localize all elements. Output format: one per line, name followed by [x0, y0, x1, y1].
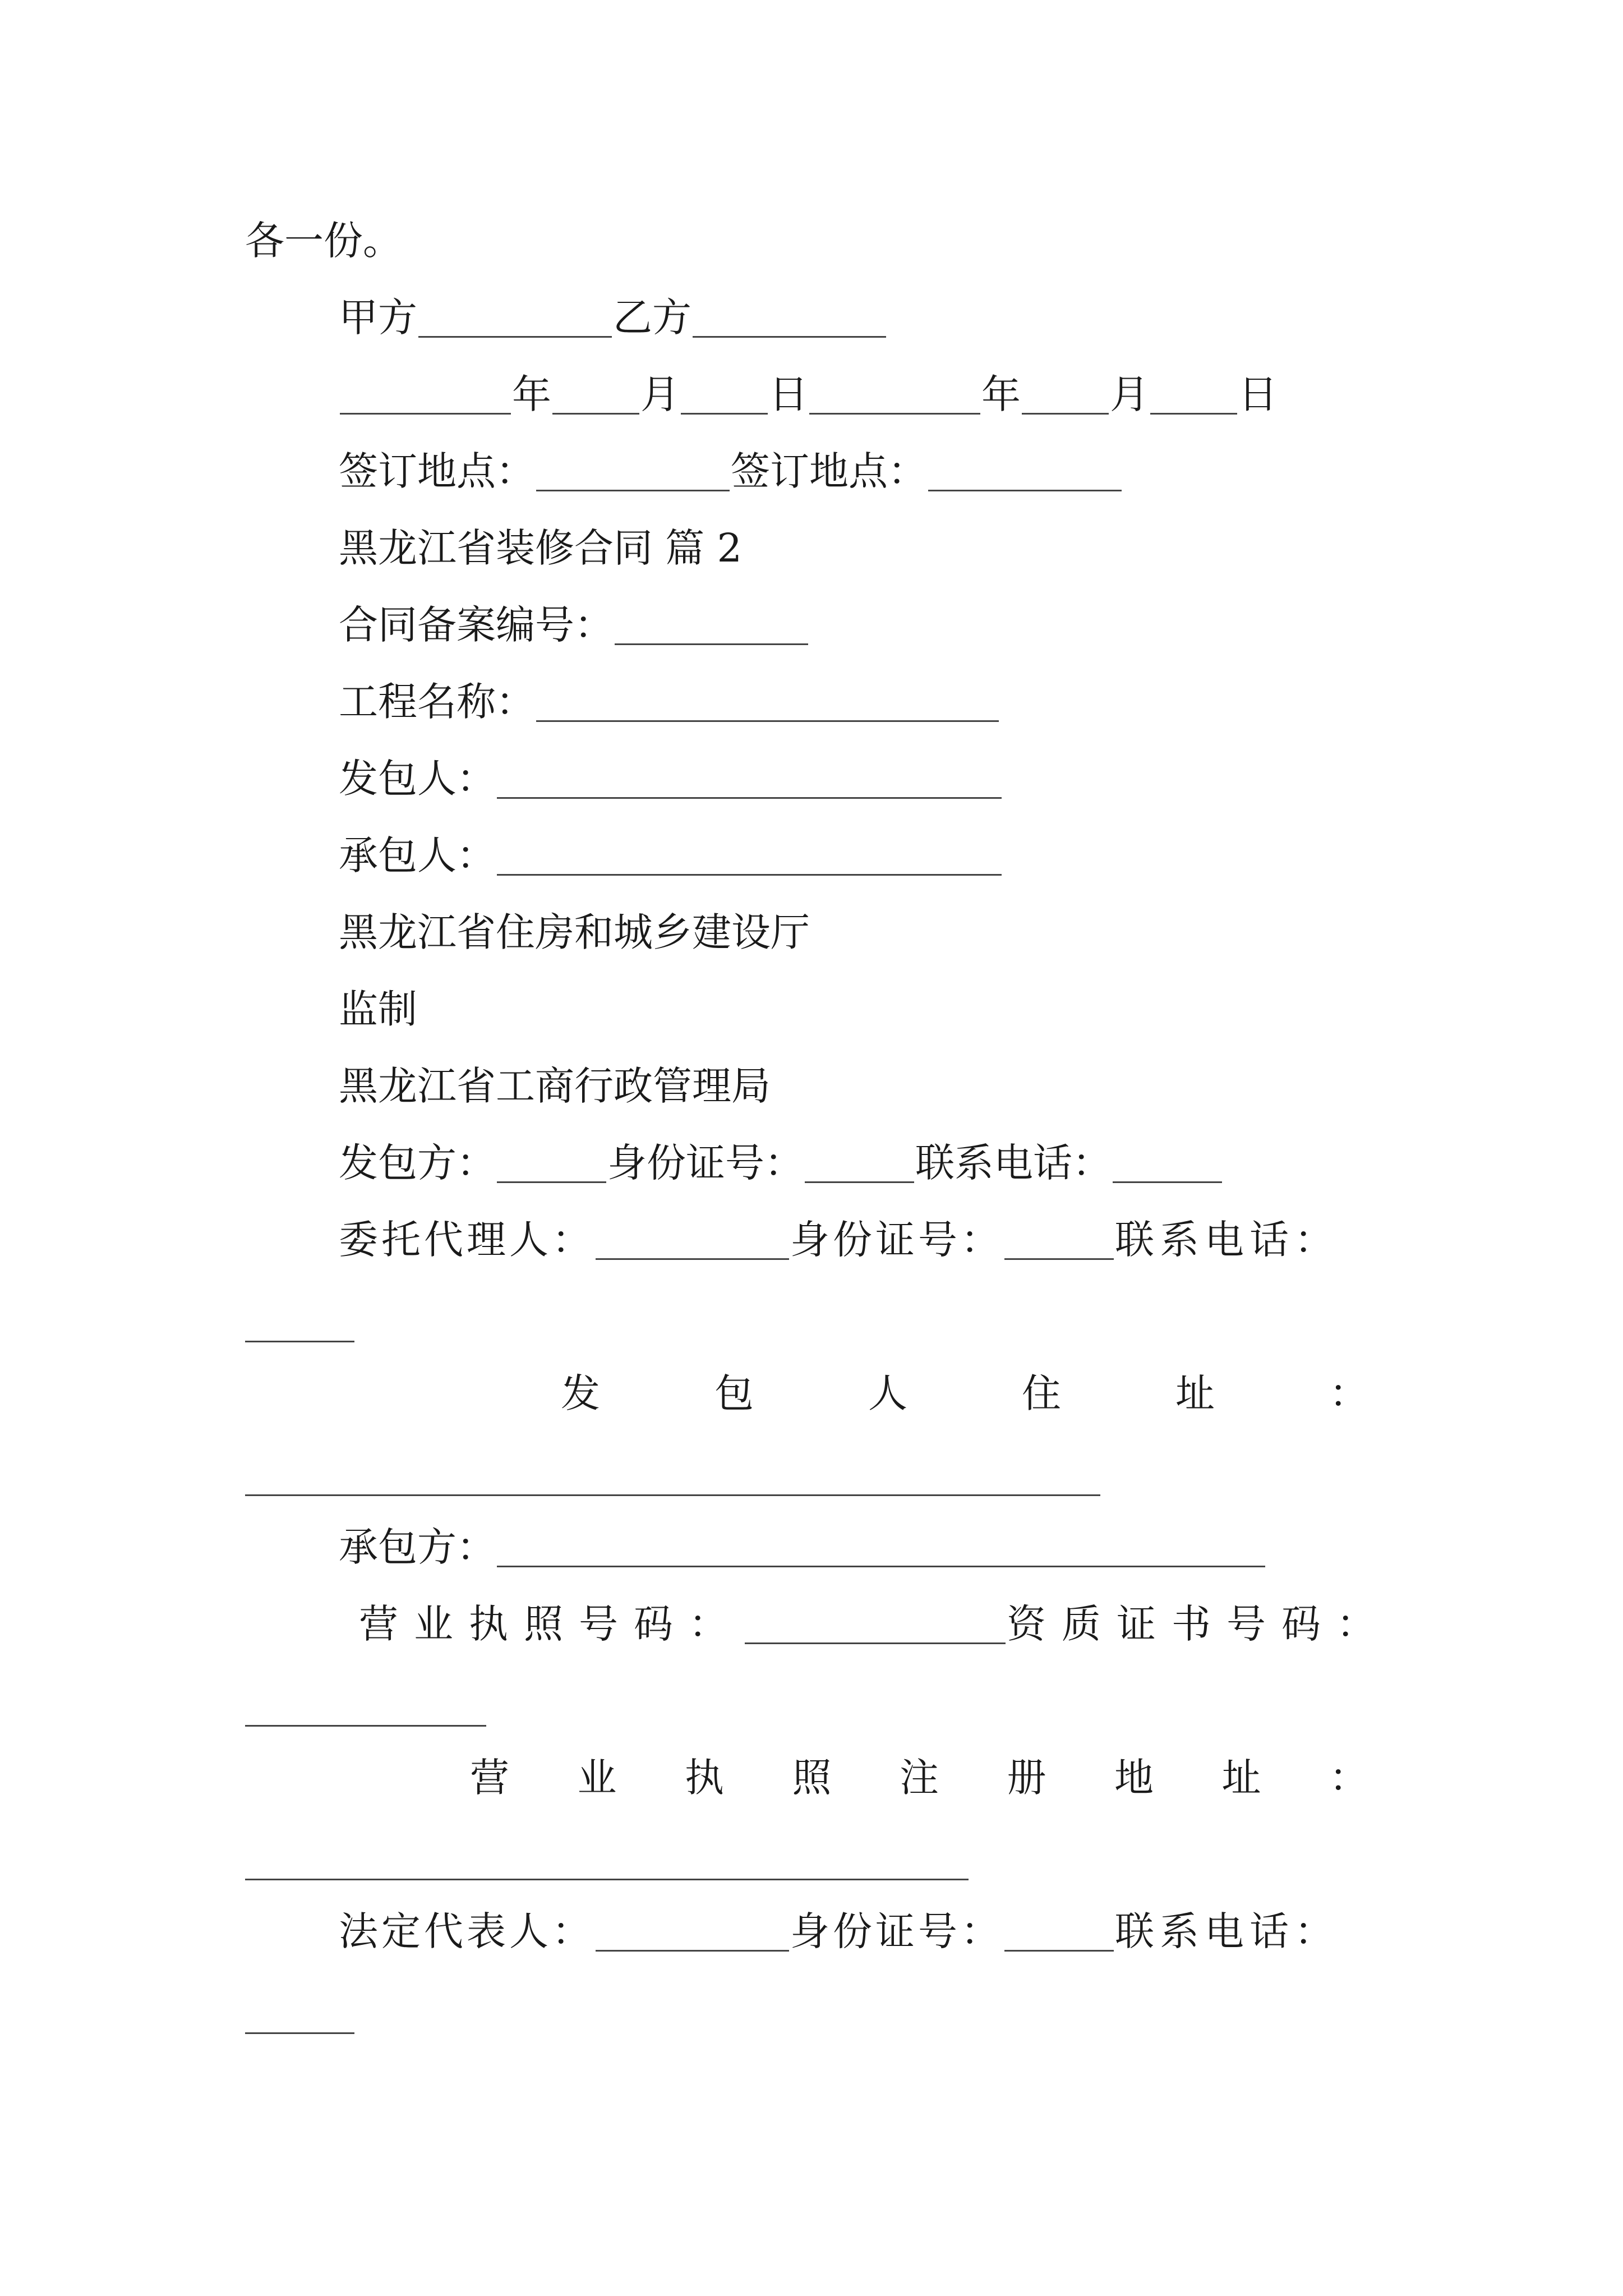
registered-address-char: 执: [685, 1755, 724, 1801]
month-blank: [1022, 369, 1109, 415]
contractor-label: 承包人：: [339, 832, 496, 878]
id-number-blank: [1004, 1214, 1114, 1260]
supervision-line: [339, 984, 417, 1034]
day-blank: [681, 369, 768, 415]
issuer-line: [339, 1061, 771, 1111]
qualification-cert-label: 资质证书号码：: [1007, 1601, 1391, 1647]
record-number-label: 合同备案编号：: [339, 602, 614, 648]
qualification-cert-blank: [245, 1725, 486, 1727]
employer-address-blank: [245, 1494, 1100, 1496]
employer-address-char: 住: [1022, 1370, 1061, 1416]
id-number-blank: [805, 1138, 914, 1183]
month-blank: [552, 369, 639, 415]
contractor-party-line: [339, 1522, 1266, 1572]
registered-address-char: 照: [792, 1755, 832, 1801]
day-label: 日: [769, 371, 808, 417]
party-b-label: 乙方: [613, 295, 691, 341]
employer-address-char: 址: [1175, 1370, 1215, 1416]
phone-label: 联系电话：: [915, 1140, 1112, 1186]
employer-line: [339, 753, 1003, 804]
section-heading: 黑龙江省装修合同 篇 2: [339, 525, 743, 571]
year-label: 年: [981, 371, 1021, 417]
record-number-line: [339, 600, 809, 650]
id-number-label: 身份证号：: [790, 1217, 1003, 1263]
agent-info-line: [339, 1214, 1371, 1265]
phone-label: 联系电话：: [1115, 1217, 1339, 1263]
year-blank: [340, 369, 511, 415]
employer-blank: [497, 753, 1002, 799]
phone-blank: [245, 1341, 354, 1342]
employer-address-char: 人: [868, 1370, 907, 1416]
id-number-label: 身份证号：: [607, 1140, 804, 1186]
registered-address-char: 地: [1114, 1755, 1154, 1801]
signing-place-label: 签订地点：: [339, 448, 535, 494]
section-heading-line: [339, 523, 742, 573]
closing-text: 各一份。: [245, 218, 402, 264]
contractor-blank: [497, 830, 1002, 876]
business-license-blank: [745, 1599, 1006, 1644]
contractor-line: [339, 830, 1003, 881]
contractor-party-blank: [497, 1522, 1265, 1567]
employer-address-char: ：: [1329, 1370, 1368, 1416]
project-name-line: [339, 677, 1000, 727]
legal-rep-blank: [596, 1906, 789, 1952]
employer-label: 发包人：: [339, 756, 496, 802]
registered-address-char: ：: [1329, 1755, 1368, 1801]
legal-rep-line: [339, 1906, 1371, 1957]
registered-address-char: 注: [900, 1755, 939, 1801]
signing-place-label: 签订地点：: [731, 448, 927, 494]
registered-address-blank: [245, 1879, 969, 1880]
party-line: [339, 292, 887, 343]
issuer-commerce-bureau: 黑龙江省工商行政管理局: [339, 1063, 771, 1109]
employer-party-label: 发包方：: [339, 1140, 496, 1186]
party-a-label: 甲方: [339, 295, 417, 341]
day-label: 日: [1238, 371, 1278, 417]
legal-rep-label: 法定代表人：: [339, 1908, 594, 1954]
employer-address-char: 包: [714, 1370, 754, 1416]
employer-address-char: 发: [561, 1370, 600, 1416]
contractor-party-label: 承包方：: [339, 1524, 496, 1570]
party-b-blank: [693, 292, 886, 338]
phone-blank: [245, 2032, 354, 2034]
supervision-text: 监制: [339, 986, 417, 1032]
party-a-blank: [418, 292, 612, 338]
agent-label: 委托代理人：: [339, 1217, 594, 1263]
month-label: 月: [1110, 371, 1149, 417]
employer-party-blank: [497, 1138, 606, 1183]
text-line: [245, 215, 402, 266]
registered-address-char: 业: [577, 1755, 617, 1801]
year-blank: [809, 369, 980, 415]
id-number-label: 身份证号：: [790, 1908, 1003, 1954]
issuer-line: [339, 907, 810, 958]
agent-blank: [596, 1214, 789, 1260]
signing-place-line: [339, 446, 1123, 496]
date-line: [339, 369, 1278, 420]
day-blank: [1150, 369, 1237, 415]
year-label: 年: [512, 371, 551, 417]
registered-address-char: 册: [1007, 1755, 1046, 1801]
id-number-blank: [1004, 1906, 1114, 1952]
business-license-label: 营业执照号码：: [359, 1601, 744, 1647]
employer-address-line: [561, 1368, 1368, 1419]
issuer-housing-dept: 黑龙江省住房和城乡建设厅: [339, 909, 810, 955]
registered-address-line: [470, 1752, 1368, 1803]
phone-label: 联系电话：: [1115, 1908, 1339, 1954]
registered-address-char: 址: [1221, 1755, 1261, 1801]
project-name-label: 工程名称：: [339, 679, 535, 725]
signing-place-blank: [536, 446, 730, 491]
signing-place-blank: [928, 446, 1122, 491]
license-number-line: [359, 1599, 1391, 1649]
record-number-blank: [615, 600, 808, 645]
project-name-blank: [536, 677, 999, 722]
phone-blank: [1113, 1138, 1222, 1183]
month-label: 月: [640, 371, 680, 417]
registered-address-char: 营: [470, 1755, 509, 1801]
employer-info-line: [339, 1138, 1223, 1188]
